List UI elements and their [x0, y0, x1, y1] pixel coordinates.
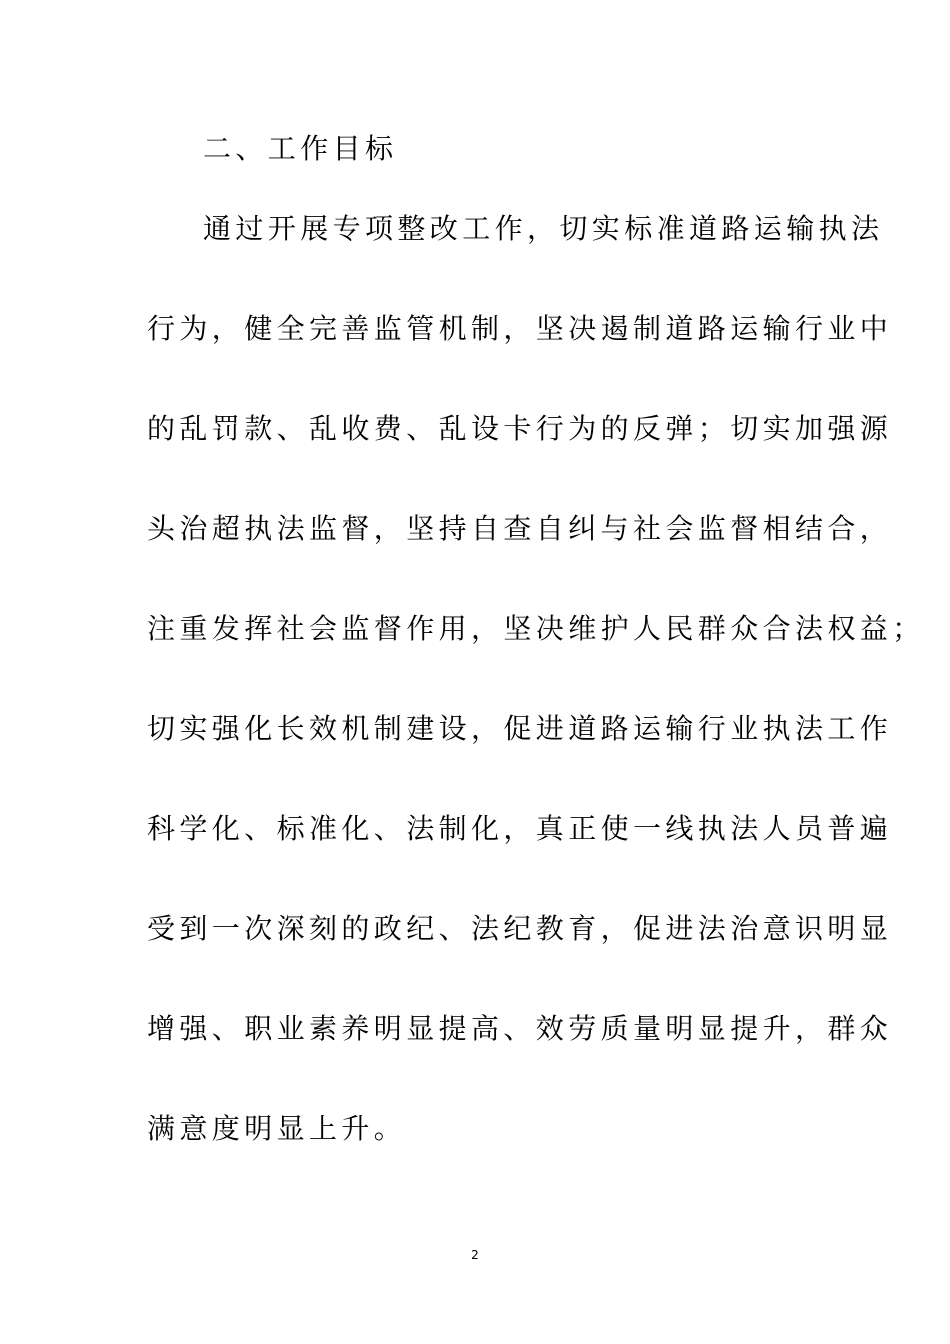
- paragraph-line: 行为，健全完善监管机制，坚决遏制道路运输行业中: [147, 312, 893, 345]
- section-heading: 二、工作目标: [203, 132, 398, 165]
- paragraph-line: 头治超执法监督，坚持自查自纠与社会监督相结合，: [147, 512, 893, 545]
- paragraph-line: 科学化、标准化、法制化，真正使一线执法人员普遍: [147, 812, 893, 845]
- paragraph-line: 增强、职业素养明显提高、效劳质量明显提升，群众: [147, 1012, 893, 1045]
- paragraph-line: 受到一次深刻的政纪、法纪教育，促进法治意识明显: [147, 912, 893, 945]
- paragraph-line: 通过开展专项整改工作，切实标准道路运输执法: [203, 212, 884, 245]
- paragraph-line: 切实强化长效机制建设，促进道路运输行业执法工作: [147, 712, 893, 745]
- paragraph-line: 满意度明显上升。: [147, 1112, 407, 1145]
- paragraph-line: 注重发挥社会监督作用，坚决维护人民群众合法权益；: [147, 612, 925, 645]
- page-number: 2: [471, 1248, 479, 1262]
- paragraph-line: 的乱罚款、乱收费、乱设卡行为的反弹；切实加强源: [147, 412, 893, 445]
